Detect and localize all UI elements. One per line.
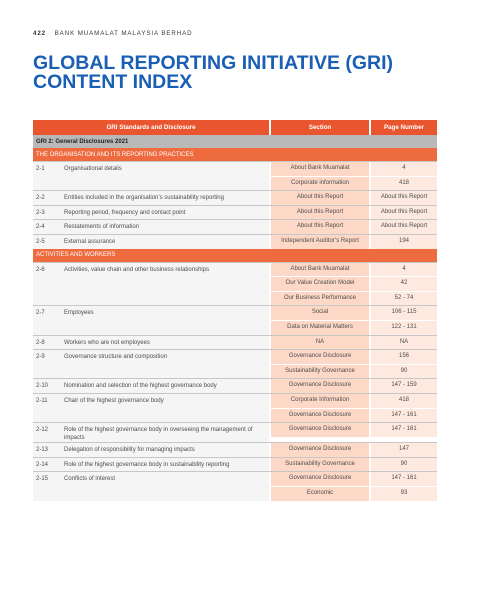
disclosure-description: Employees <box>64 310 94 317</box>
section-cell: About this Report <box>271 220 369 234</box>
reference-row <box>271 379 437 393</box>
disclosure-cell <box>33 443 269 457</box>
disclosure-code: 2-4 <box>36 224 45 231</box>
section-cell: Data on Material Matters <box>271 321 369 335</box>
disclosure-code: 2-14 <box>36 461 49 468</box>
reference-row <box>271 443 437 457</box>
page-number-cell: 147 - 159 <box>371 379 437 393</box>
disclosure-cell <box>33 220 269 234</box>
section-heading: ACTIVITIES AND WORKERS <box>33 249 437 262</box>
header-gri-standards: GRI Standards and Disclosure <box>106 124 196 131</box>
page-number-cell: 156 <box>371 350 437 364</box>
disclosure-cell <box>33 306 269 334</box>
section-cell: NA <box>271 336 369 350</box>
disclosure-code: 2-2 <box>36 195 45 202</box>
page-title <box>33 54 453 92</box>
section-cell: About this Report <box>271 191 369 205</box>
disclosure-code: 2-11 <box>36 397 48 404</box>
reference-list <box>271 206 437 220</box>
page-number-cell: 52 - 74 <box>371 292 437 306</box>
reference-row <box>271 306 437 320</box>
page-number-cell: 4 <box>371 263 437 277</box>
reference-row <box>271 191 437 205</box>
disclosure-description: Conflicts of interest <box>64 476 116 483</box>
section-cell: Governance Disclosure <box>271 423 369 437</box>
reference-row <box>271 276 437 291</box>
reference-row <box>271 408 437 423</box>
page-title-line-1: GLOBAL REPORTING INITIATIVE (GRI) <box>33 52 394 74</box>
page-number: 422 <box>33 30 47 37</box>
section-cell: Economic <box>271 487 369 501</box>
disclosure-code: 2-15 <box>36 476 49 483</box>
disclosure-cell <box>33 423 269 442</box>
table-row <box>33 262 437 306</box>
table-row <box>33 335 437 350</box>
disclosure-description: Activities, value chain and other business relationships <box>64 266 210 273</box>
table-row <box>33 190 437 205</box>
reference-list <box>271 443 437 457</box>
disclosure-description: Role of the highest governance body in overseeing the management of impacts <box>64 427 253 441</box>
general-disclosures-heading: GRI 2: General Disclosures 2021 <box>33 135 437 148</box>
table-header <box>33 120 437 135</box>
page-number-cell: 418 <box>371 177 437 191</box>
disclosure-cell <box>33 472 269 500</box>
section-cell: Governance Disclosure <box>271 472 369 486</box>
disclosure-code: 2-9 <box>36 354 45 361</box>
disclosure-description: Reporting period, frequency and contact point <box>64 209 186 216</box>
section-cell: Sustainability Governance <box>271 458 369 472</box>
page-number-cell: 147 <box>371 443 437 457</box>
reference-list <box>271 220 437 234</box>
disclosure-cell <box>33 235 269 249</box>
section-cell: About this Report <box>271 206 369 220</box>
disclosure-code: 2-10 <box>36 383 49 390</box>
section-cell: Our Business Performance <box>271 292 369 306</box>
page-number-cell: 147 - 161 <box>371 423 437 437</box>
section-heading: THE ORGANISATION AND ITS REPORTING PRACTICES <box>33 148 437 161</box>
disclosure-cell <box>33 263 269 306</box>
page-number-cell: 147 - 161 <box>371 472 437 486</box>
page-number-cell: 147 - 161 <box>371 409 437 423</box>
disclosure-description: Entities included in the organisation’s sustainability reporting <box>64 195 224 202</box>
section-cell: Sustainability Governance <box>271 365 369 379</box>
page-number-cell: NA <box>371 336 437 350</box>
reference-row <box>271 162 437 176</box>
reference-list <box>271 350 437 378</box>
table-row <box>33 457 437 472</box>
reference-row <box>271 458 437 472</box>
reference-row <box>271 336 437 350</box>
reference-row <box>271 235 437 249</box>
disclosure-code: 2-12 <box>36 427 49 434</box>
page-number-cell: 194 <box>371 235 437 249</box>
disclosure-cell <box>33 162 269 190</box>
disclosure-description: Nomination and selection of the highest governance body <box>64 383 217 390</box>
disclosure-description: Workers who are not employees <box>64 339 150 346</box>
page-number-cell: 90 <box>371 458 437 472</box>
table-row <box>33 442 437 457</box>
disclosure-description: Restatements of information <box>64 224 140 231</box>
page-number-cell: About this Report <box>371 206 437 220</box>
section-cell: Corporate information <box>271 177 369 191</box>
section-cell: Governance Disclosure <box>271 379 369 393</box>
reference-list <box>271 379 437 393</box>
reference-row <box>271 423 437 437</box>
reference-row <box>271 320 437 335</box>
section-cell: About Bank Muamalat <box>271 263 369 277</box>
page-number-cell: 93 <box>371 487 437 501</box>
disclosure-description: Organisational details <box>64 166 122 172</box>
table-row <box>33 378 437 393</box>
table-row <box>33 219 437 234</box>
table-row <box>33 349 437 378</box>
reference-row <box>271 263 437 277</box>
section-cell: Social <box>271 306 369 320</box>
reference-row <box>271 220 437 234</box>
reference-list <box>271 191 437 205</box>
disclosure-description: Chair of the highest governance body <box>64 397 164 404</box>
disclosure-code: 2-8 <box>36 339 45 346</box>
reference-list <box>271 162 437 190</box>
disclosure-description: External assurance <box>64 238 116 245</box>
page-title-line-2: CONTENT INDEX <box>33 71 193 93</box>
table-row <box>33 422 437 442</box>
table-row <box>33 393 437 422</box>
section-cell: Independent Auditor’s Report <box>271 235 369 249</box>
reference-row <box>271 364 437 379</box>
disclosure-description: Governance structure and composition <box>64 354 168 361</box>
table-row <box>33 471 437 500</box>
header-section: Section <box>308 124 332 131</box>
disclosure-cell <box>33 206 269 220</box>
table-row <box>33 161 437 190</box>
page-number-cell: 4 <box>371 162 437 176</box>
disclosure-cell <box>33 458 269 472</box>
disclosure-code: 2-13 <box>36 447 49 454</box>
section-cell: Our Value Creation Model <box>271 277 369 291</box>
reference-row <box>271 394 437 408</box>
reference-row <box>271 291 437 306</box>
page-number-cell: 42 <box>371 277 437 291</box>
company-name: BANK MUAMALAT MALAYSIA BERHAD <box>54 30 193 37</box>
reference-list <box>271 394 437 422</box>
reference-row <box>271 206 437 220</box>
reference-list <box>271 336 437 350</box>
page-header <box>33 30 193 37</box>
disclosure-cell <box>33 350 269 378</box>
disclosure-cell <box>33 336 269 350</box>
disclosure-description: Role of the highest governance body in sustainability reporting <box>64 461 230 468</box>
table-row <box>33 205 437 220</box>
reference-list <box>271 235 437 249</box>
header-page-number: Page Number <box>384 124 424 131</box>
page-number-cell: 122 - 131 <box>371 321 437 335</box>
disclosure-code: 2-6 <box>36 266 45 273</box>
reference-list <box>271 306 437 334</box>
table-row <box>33 305 437 334</box>
page-number-cell: About this Report <box>371 191 437 205</box>
reference-row <box>271 176 437 191</box>
reference-row <box>271 486 437 501</box>
section-cell: Governance Disclosure <box>271 443 369 457</box>
page-number-cell: About this Report <box>371 220 437 234</box>
disclosure-code: 2-3 <box>36 209 45 216</box>
page-number-cell: 418 <box>371 394 437 408</box>
disclosure-cell <box>33 191 269 205</box>
reference-list <box>271 263 437 306</box>
section-cell: Governance Disclosure <box>271 350 369 364</box>
disclosure-cell <box>33 394 269 422</box>
section-cell: About Bank Muamalat <box>271 162 369 176</box>
disclosure-code: 2-5 <box>36 238 45 245</box>
reference-list <box>271 472 437 500</box>
disclosure-code: 2-7 <box>36 310 45 317</box>
gri-content-index-table <box>33 120 437 501</box>
section-cell: Governance Disclosure <box>271 409 369 423</box>
table-body <box>33 148 437 501</box>
table-row <box>33 234 437 249</box>
reference-list <box>271 458 437 472</box>
disclosure-description: Delegation of responsibility for managing impacts <box>64 447 195 454</box>
disclosure-cell <box>33 379 269 393</box>
page-number-cell: 90 <box>371 365 437 379</box>
reference-list <box>271 423 437 442</box>
disclosure-code: 2-1 <box>36 166 45 172</box>
page-number-cell: 106 - 115 <box>371 306 437 320</box>
reference-row <box>271 472 437 486</box>
reference-row <box>271 350 437 364</box>
section-cell: Corporate Information <box>271 394 369 408</box>
